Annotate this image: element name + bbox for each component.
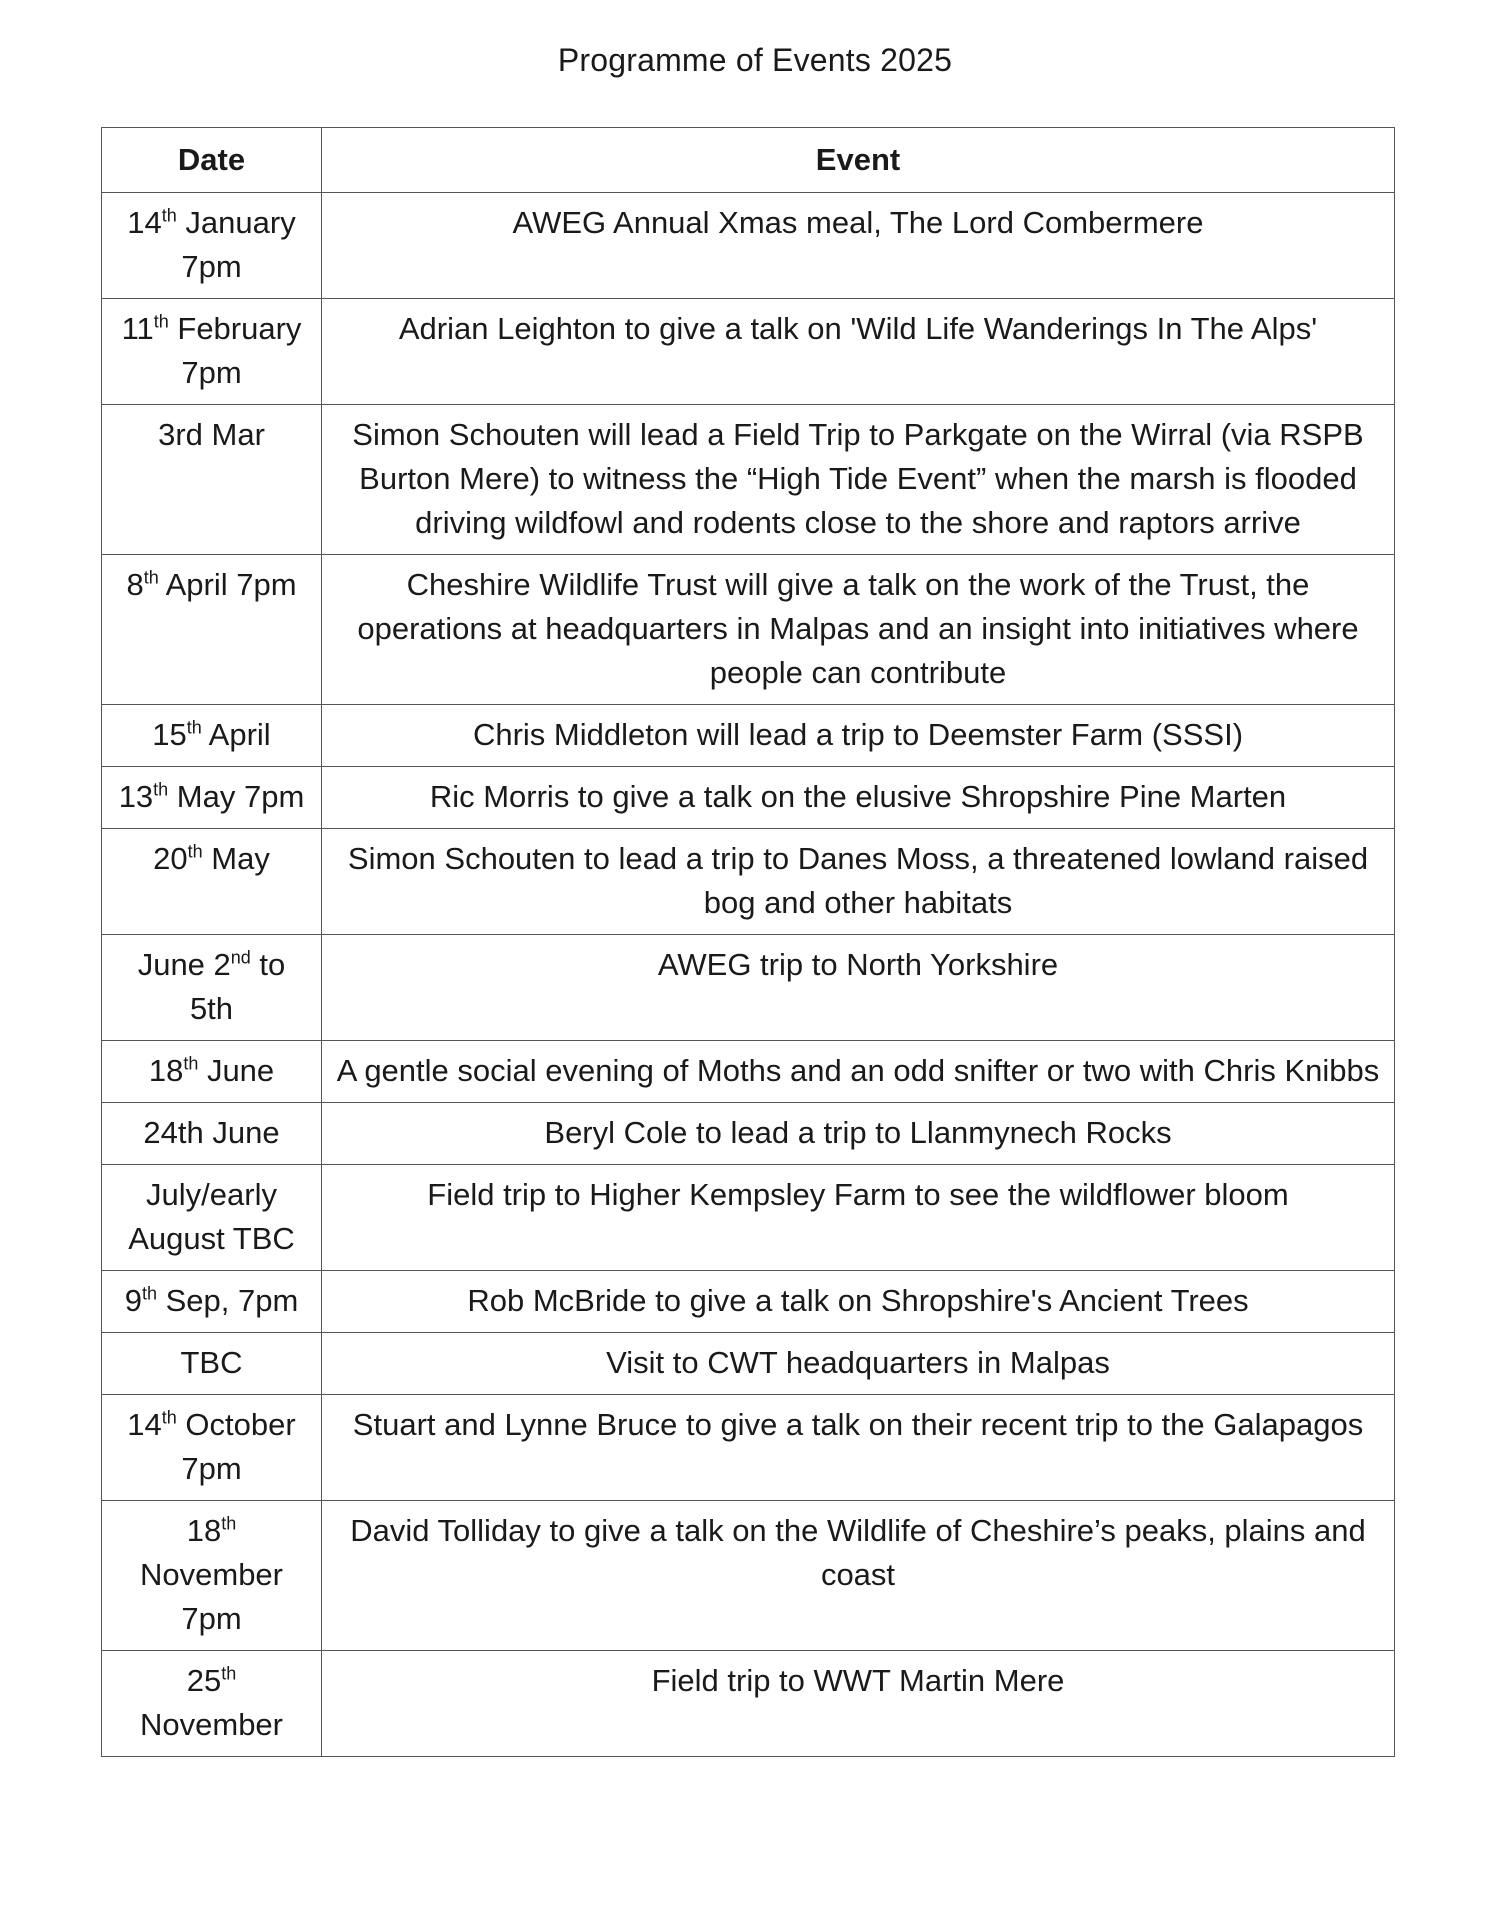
- event-date-cell: [102, 1501, 322, 1651]
- date-text: 20: [153, 841, 188, 876]
- event-date-cell: [102, 1651, 322, 1757]
- page-title: Programme of Events 2025: [557, 42, 953, 78]
- date-text: 18: [186, 1513, 222, 1548]
- table-row: [102, 1103, 1395, 1165]
- date-text: February 7pm: [168, 311, 302, 390]
- date-text: July/early August TBC: [128, 1177, 295, 1256]
- ordinal-suffix: th: [221, 1513, 237, 1534]
- date-text: 8: [126, 567, 144, 602]
- table-row: [102, 555, 1395, 705]
- table-row: [102, 193, 1395, 299]
- event-date-cell: [102, 705, 322, 767]
- event-description-cell: AWEG trip to North Yorkshire: [322, 935, 1395, 1041]
- ordinal-suffix: th: [153, 779, 169, 800]
- event-description-cell: AWEG Annual Xmas meal, The Lord Combermere: [322, 193, 1395, 299]
- table-row: [102, 299, 1395, 405]
- ordinal-suffix: th: [161, 1407, 177, 1428]
- date-text: November 7pm: [140, 1557, 283, 1636]
- table-row: [102, 1041, 1395, 1103]
- event-description-cell: Stuart and Lynne Bruce to give a talk on their recent trip to the Galapagos: [322, 1395, 1395, 1501]
- ordinal-suffix: th: [161, 205, 177, 226]
- date-text: 13: [118, 779, 154, 814]
- ordinal-suffix: th: [153, 311, 169, 332]
- event-description-cell: A gentle social evening of Moths and an odd snifter or two with Chris Knibbs: [322, 1041, 1395, 1103]
- event-description-cell: Ric Morris to give a talk on the elusive Shropshire Pine Marten: [322, 767, 1395, 829]
- event-description-cell: Simon Schouten will lead a Field Trip to Parkgate on the Wirral (via RSPB Burton Mere) to witness the “High Tide Event” when the marsh is flooded driving wildfowl and rodents close to the shore and raptors arrive: [322, 405, 1395, 555]
- ordinal-suffix: th: [187, 841, 203, 862]
- event-description-cell: Field trip to WWT Martin Mere: [322, 1651, 1395, 1757]
- header-row: [102, 128, 1395, 193]
- date-text: 25: [186, 1663, 222, 1698]
- date-text: 18: [148, 1053, 184, 1088]
- event-description-cell: Visit to CWT headquarters in Malpas: [322, 1333, 1395, 1395]
- table-row: [102, 1651, 1395, 1757]
- date-text: 15: [152, 717, 187, 752]
- date-text: April: [201, 717, 271, 752]
- event-rows: [102, 193, 1395, 1757]
- table-row: [102, 1165, 1395, 1271]
- ordinal-suffix: th: [183, 1053, 199, 1074]
- event-date-cell: [102, 1271, 322, 1333]
- table-row: [102, 767, 1395, 829]
- ordinal-suffix: th: [186, 717, 202, 738]
- ordinal-suffix: th: [143, 567, 159, 588]
- table-row: [102, 1333, 1395, 1395]
- date-text: May 7pm: [168, 779, 305, 814]
- date-text: TBC: [180, 1345, 243, 1380]
- event-description-cell: Beryl Cole to lead a trip to Llanmynech Rocks: [322, 1103, 1395, 1165]
- ordinal-suffix: nd: [230, 947, 251, 968]
- date-text: April 7pm: [158, 567, 297, 602]
- table-row: [102, 1501, 1395, 1651]
- date-text: October 7pm: [176, 1407, 296, 1486]
- date-text: June: [198, 1053, 275, 1088]
- date-column-header: Date: [102, 128, 322, 193]
- date-text: June 2: [137, 947, 231, 982]
- table-row: [102, 935, 1395, 1041]
- table-row: [102, 705, 1395, 767]
- event-date-cell: [102, 299, 322, 405]
- date-text: 24th June: [143, 1115, 280, 1150]
- event-date-cell: [102, 935, 322, 1041]
- table-row: [102, 829, 1395, 935]
- event-date-cell: [102, 1333, 322, 1395]
- table-row: [102, 1271, 1395, 1333]
- event-date-cell: [102, 767, 322, 829]
- date-text: November: [140, 1707, 283, 1742]
- event-description-cell: Field trip to Higher Kempsley Farm to see the wildflower bloom: [322, 1165, 1395, 1271]
- event-date-cell: [102, 555, 322, 705]
- date-text: 14: [127, 1407, 162, 1442]
- event-date-cell: [102, 829, 322, 935]
- date-text: Sep, 7pm: [156, 1283, 299, 1318]
- event-date-cell: [102, 405, 322, 555]
- ordinal-suffix: th: [141, 1283, 157, 1304]
- date-text: to 5th: [189, 947, 286, 1026]
- date-text: 9: [124, 1283, 142, 1318]
- table-row: [102, 1395, 1395, 1501]
- event-description-cell: Cheshire Wildlife Trust will give a talk on the work of the Trust, the operations at headquarters in Malpas and an insight into initiatives where people can contribute: [322, 555, 1395, 705]
- date-text: 11: [121, 311, 154, 346]
- date-text: 3rd Mar: [158, 417, 265, 452]
- event-description-cell: Adrian Leighton to give a talk on 'Wild Life Wanderings In The Alps': [322, 299, 1395, 405]
- event-date-cell: [102, 1103, 322, 1165]
- date-text: May: [202, 841, 270, 876]
- event-description-cell: Simon Schouten to lead a trip to Danes Moss, a threatened lowland raised bog and other habitats: [322, 829, 1395, 935]
- event-date-cell: [102, 193, 322, 299]
- event-date-cell: [102, 1165, 322, 1271]
- ordinal-suffix: th: [221, 1663, 237, 1684]
- event-description-cell: Chris Middleton will lead a trip to Deemster Farm (SSSI): [322, 705, 1395, 767]
- event-date-cell: [102, 1041, 322, 1103]
- event-description-cell: David Tolliday to give a talk on the Wildlife of Cheshire’s peaks, plains and coast: [322, 1501, 1395, 1651]
- table-row: [102, 405, 1395, 555]
- event-description-cell: Rob McBride to give a talk on Shropshire's Ancient Trees: [322, 1271, 1395, 1333]
- date-text: 14: [127, 205, 162, 240]
- events-table: [101, 127, 1395, 1757]
- event-date-cell: [102, 1395, 322, 1501]
- event-column-header: Event: [322, 128, 1395, 193]
- date-text: January 7pm: [176, 205, 296, 284]
